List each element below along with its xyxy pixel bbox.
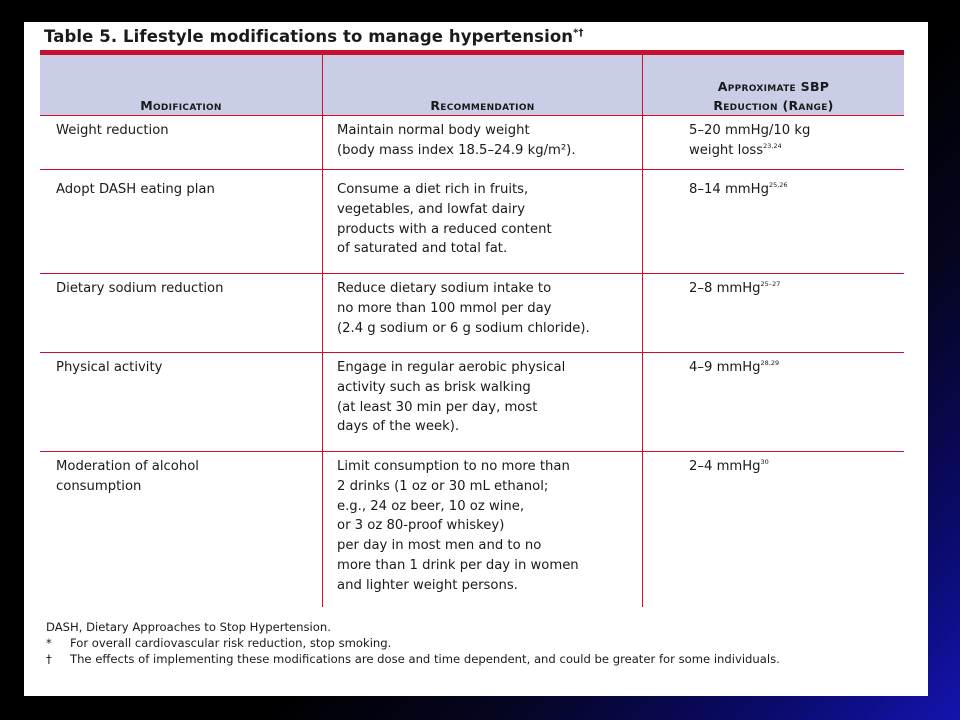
row-5-recommendation: Limit consumption to no more than 2 drinks (1 oz or 30 mL ethanol; e.g., 24 oz beer, 10 oz wine, or 3 oz 80-proof whiskey) per day in most men and to no more than 1 drink per day in women and lighter weight persons. (337, 459, 579, 593)
row-divider-3 (40, 352, 904, 353)
header-reduction-line1: Approximate SBP (717, 79, 830, 94)
table-title: Table 5. Lifestyle modifications to manage hypertension*† (44, 27, 584, 46)
row-3-reduction: 2–8 mmHg$^{25-27}$ (689, 280, 781, 296)
row-divider-1 (40, 169, 904, 170)
row-2-modification: Adopt DASH eating plan (56, 182, 215, 197)
row-1-ref: 23,24 (763, 141, 782, 150)
header-modification: Modification (140, 98, 222, 113)
column-divider-1 (322, 55, 323, 607)
row-5-ref: 30 (760, 458, 769, 466)
row-1-reduction: 5–20 mmHg/10 kg weight loss$^{23,24}$ (689, 123, 811, 158)
row-4-recommendation: Engage in regular aerobic physical activity such as brisk walking (at least 30 min per day, most days of the week). (337, 360, 566, 435)
row-3-ref: 25–27 (760, 280, 781, 288)
row-divider-4 (40, 451, 904, 452)
footnote-star-text: For overall cardiovascular risk reduction, stop smoking. (70, 635, 392, 650)
row-5-reduction: 2–4 mmHg$^{30}$ (689, 458, 769, 474)
footnote-star-mark: * (46, 635, 52, 650)
row-2-recommendation: Consume a diet rich in fruits, vegetables, and lowfat dairy products with a reduced content of saturated and total fat. (337, 182, 552, 257)
footnote-dagger-mark: † (46, 651, 52, 666)
title-marks: *† (573, 27, 584, 39)
footnote-star (46, 636, 906, 652)
header-reduction-line2: Reduction (Range) (713, 98, 834, 113)
footnote-dagger-text: The effects of implementing these modifications are dose and time dependent, and could be greater for some individuals. (70, 651, 780, 666)
footnote-dash: DASH, Dietary Approaches to Stop Hypertension. (46, 620, 331, 634)
row-4-ref: 28,29 (760, 359, 780, 367)
row-1-modification: Weight reduction (56, 123, 169, 138)
row-3-modification: Dietary sodium reduction (56, 281, 224, 296)
row-4-modification: Physical activity (56, 360, 163, 375)
row-5-modification: Moderation of alcohol consumption (56, 459, 199, 494)
row-3-recommendation: Reduce dietary sodium intake to no more than 100 mmol per day (2.4 g sodium or 6 g sodium chloride). (337, 281, 590, 336)
row-divider-2 (40, 273, 904, 274)
header-recommendation: Recommendation (430, 98, 535, 113)
row-1-recommendation: Maintain normal body weight (body mass index 18.5–24.9 kg/m²). (337, 123, 576, 158)
row-2-ref: 25,26 (768, 181, 788, 189)
footnote-dagger (46, 652, 906, 668)
row-2-reduction: 8–14 mmHg$^{25,26}$ (689, 181, 788, 197)
footnotes (46, 620, 906, 667)
header-bottom-line (40, 115, 904, 116)
column-divider-2 (642, 55, 643, 607)
row-4-reduction: 4–9 mmHg$^{28,29}$ (689, 359, 780, 375)
slide-panel (24, 22, 928, 696)
